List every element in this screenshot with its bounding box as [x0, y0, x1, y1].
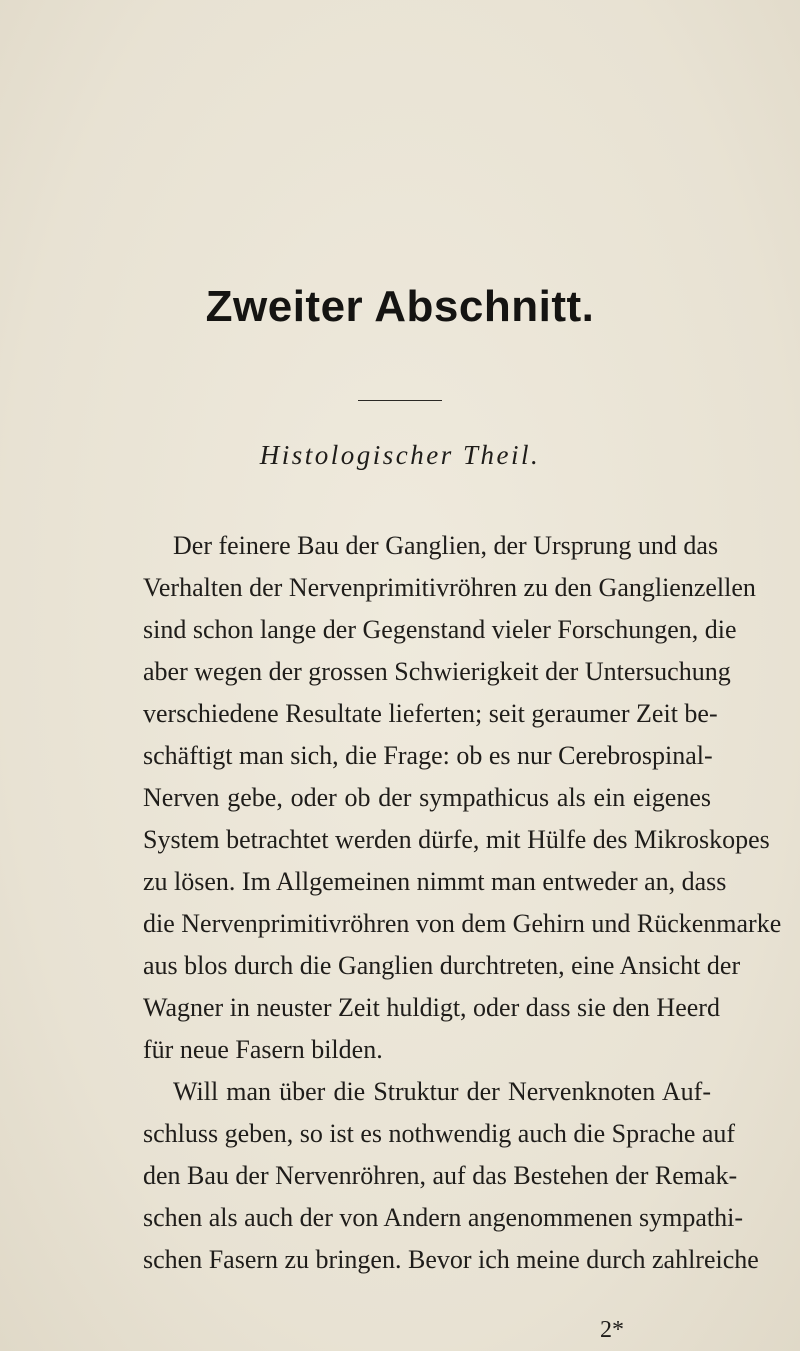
- text-line: verschiedene Resultate lieferten; seit geraumer Zeit be-: [143, 699, 718, 728]
- text-line: aber wegen der grossen Schwierigkeit der Untersuchung: [143, 657, 731, 686]
- paragraph-2: [143, 1071, 759, 1281]
- text-line: schäftigt man sich, die Frage: ob es nur Cerebrospinal-: [143, 741, 713, 770]
- text-line: schen Fasern zu bringen. Bevor ich meine durch zahlreiche: [143, 1245, 759, 1274]
- text-line: Wagner in neuster Zeit huldigt, oder dass sie den Heerd: [143, 993, 720, 1022]
- text-line: den Bau der Nervenröhren, auf das Bestehen der Remak-: [143, 1161, 738, 1190]
- section-heading: Zweiter Abschnitt.: [205, 282, 595, 331]
- text-line: zu lösen. Im Allgemeinen nimmt man entweder an, dass: [143, 867, 727, 896]
- text-line: Der feinere Bau der Ganglien, der Ursprung und das: [173, 531, 719, 560]
- text-line: sind schon lange der Gegenstand vieler Forschungen, die: [143, 615, 737, 644]
- text-line: die Nervenprimitivröhren von dem Gehirn und Rückenmarke: [143, 909, 782, 938]
- text-line: Verhalten der Nervenprimitivröhren zu den Ganglienzellen: [143, 573, 756, 602]
- heading-divider: [358, 400, 442, 401]
- text-line: Will man über die Struktur der Nervenknoten Auf-: [173, 1077, 711, 1106]
- text-line: schluss geben, so ist es nothwendig auch die Sprache auf: [143, 1119, 736, 1148]
- text-line: aus blos durch die Ganglien durchtreten, eine Ansicht der: [143, 951, 741, 980]
- paragraph-1: [143, 525, 782, 1071]
- signature-mark: 2*: [600, 1317, 624, 1343]
- text-line: Nerven gebe, oder ob der sympathicus als ein eigenes: [143, 783, 711, 812]
- text-line: für neue Fasern bilden.: [143, 1035, 383, 1064]
- section-subtitle: Histologischer Theil.: [259, 440, 541, 470]
- text-line: schen als auch der von Andern angenommenen sympathi-: [143, 1203, 743, 1232]
- text-line: System betrachtet werden dürfe, mit Hülfe des Mikroskopes: [143, 825, 770, 854]
